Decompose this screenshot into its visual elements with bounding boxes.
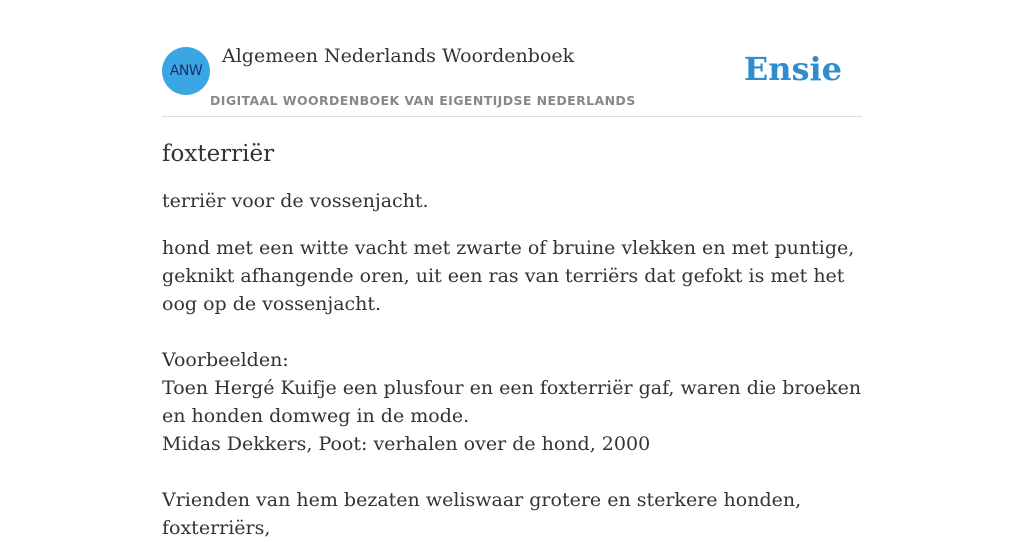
short-definition: terriër voor de vossenjacht. xyxy=(162,190,429,212)
spacer xyxy=(162,318,862,346)
long-definition-block xyxy=(162,234,862,542)
example-source: Midas Dekkers, Poot: verhalen over de hond, 2000 xyxy=(162,433,651,455)
example-quote: Vrienden van hem bezaten weliswaar grotere en sterkere honden, foxterriërs, xyxy=(162,489,802,539)
ensie-brand-logo[interactable]: Ensie xyxy=(743,50,842,88)
anw-logo[interactable]: ANW xyxy=(162,47,210,95)
site-subtitle: DIGITAAL WOORDENBOEK VAN EIGENTIJDSE NEDERLANDS xyxy=(210,93,636,108)
site-header xyxy=(162,40,862,117)
entry-headword: foxterriër xyxy=(162,141,275,167)
entry-content xyxy=(162,137,862,542)
examples-label: Voorbeelden: xyxy=(162,349,289,371)
example-quote: Toen Hergé Kuifje een plusfour en een foxterriër gaf, waren die broeken en honden domweg in de mode. xyxy=(162,377,862,427)
long-definition: hond met een witte vacht met zwarte of bruine vlekken en met puntige, geknikt afhangende oren, uit een ras van terriërs dat gefokt is met het oog op de vossenjacht. xyxy=(162,237,855,315)
site-title[interactable]: Algemeen Nederlands Woordenboek xyxy=(222,45,575,67)
spacer xyxy=(162,458,862,486)
